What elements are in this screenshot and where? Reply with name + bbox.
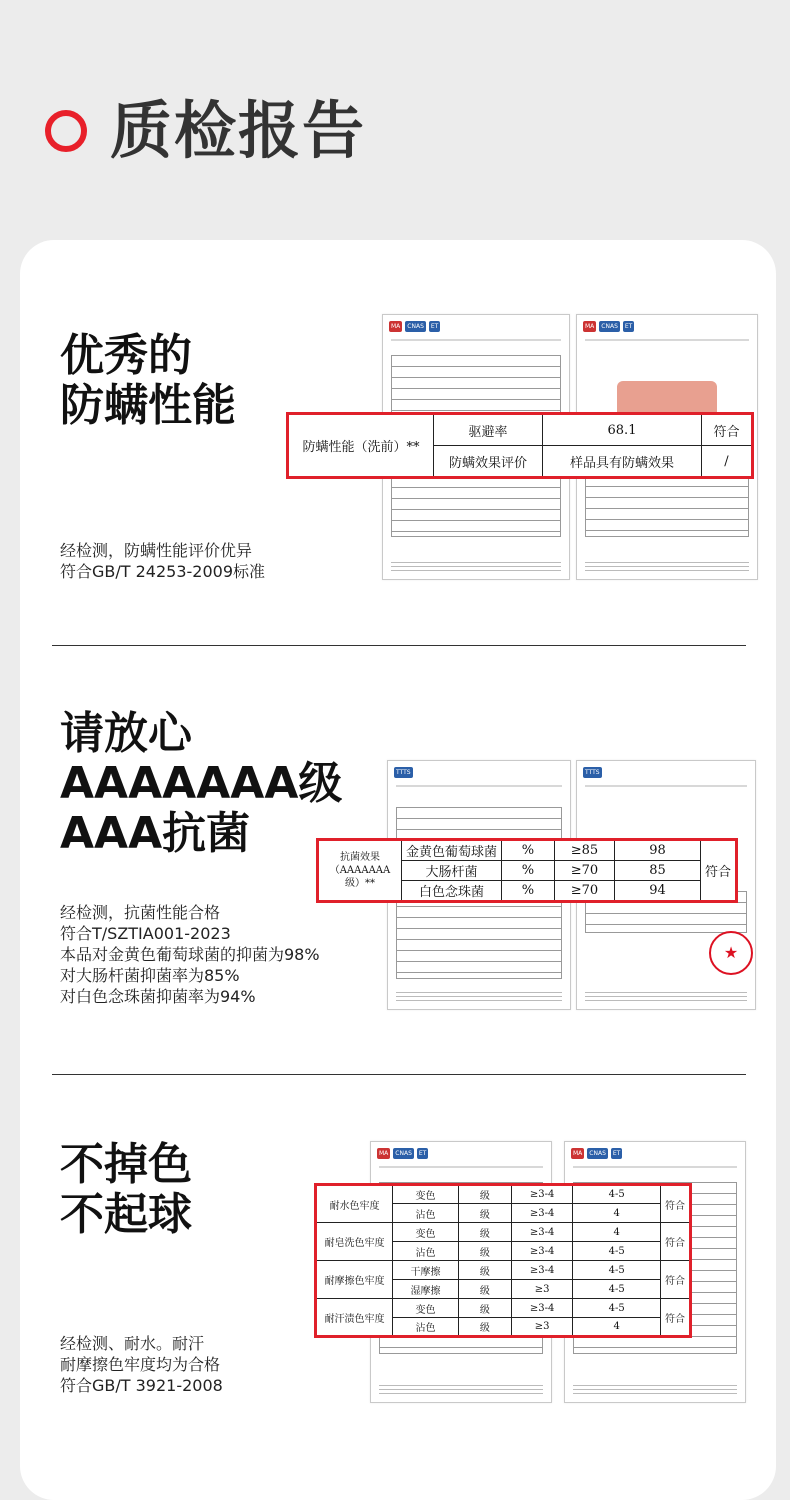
table-cell: 4-5 [573,1242,661,1261]
table-cell: 4-5 [573,1261,661,1280]
section-title-line2: 不起球 [60,1189,192,1240]
table-group-cell: 耐水色牢度 [316,1185,393,1223]
table-cell: 级 [458,1223,511,1242]
table-cell: 沾色 [393,1318,459,1337]
table-cell: 沾色 [393,1204,459,1223]
report-page-image: MA CNAS ET [370,1141,552,1403]
table-cell: % [501,881,554,902]
section-title-line2: AAAAAAA级 [60,758,343,809]
table-cell: 98 [615,840,701,861]
table-cell: 4 [573,1223,661,1242]
section-desc-line2: 符合T/SZTIA001-2023 [60,924,231,943]
section-desc-line5: 对白色念珠菌抑菌率为94% [60,987,256,1006]
table-cell: 级 [458,1280,511,1299]
table-cell: 符合 [702,414,753,446]
stamp-icon: ★ [709,931,753,975]
table-result-cell: 符合 [661,1261,691,1299]
table-cell: 级 [458,1185,511,1204]
table-result-cell: 符合 [661,1299,691,1337]
section-title-line1: 不掉色 [60,1139,192,1190]
table-cell: ≥3 [511,1280,573,1299]
table-cell: 湿摩擦 [393,1280,459,1299]
table-cell: ≥70 [554,861,614,881]
report-page-image: MA CNAS ET [564,1141,746,1403]
table-item-cell [318,840,402,902]
table-cell: ≥3-4 [511,1223,573,1242]
section-desc-line2: 符合GB/T 24253-2009标准 [60,562,266,581]
colorfastness-result-table [314,1183,692,1338]
table-cell: ≥3-4 [511,1242,573,1261]
section-title-line2: 防螨性能 [60,380,236,431]
section-desc-line3: 符合GB/T 3921-2008 [60,1376,223,1395]
table-cell: 级 [458,1242,511,1261]
table-cell: ≥70 [554,881,614,902]
page-title: 质检报告 [110,94,367,167]
table-cell: ≥3-4 [511,1204,573,1223]
report-page-image: TTTS ★ [576,760,756,1010]
table-cell: 4-5 [573,1185,661,1204]
table-cell: 4-5 [573,1299,661,1318]
table-cell: ≥85 [554,840,614,861]
table-cell: 变色 [393,1299,459,1318]
table-group-cell: 耐摩擦色牢度 [316,1261,393,1299]
table-cell: 级 [458,1299,511,1318]
table-group-cell: 耐皂洗色牢度 [316,1223,393,1261]
section-title-line1: 优秀的 [60,330,192,381]
table-item-line2: （AAAAAAA级）** [329,865,391,889]
table-cell: 变色 [393,1185,459,1204]
content-card [20,240,776,1500]
table-cell: ≥3-4 [511,1299,573,1318]
section-desc-line1: 经检测、耐水。耐汗 [60,1334,205,1353]
report-page-image: MA CNAS ET [576,314,758,580]
table-item-cell: 防螨性能（洗前）** [288,414,434,478]
table-cell: 白色念珠菌 [401,881,501,902]
antibacterial-result-table [316,838,738,903]
report-page-image: TTTS [387,760,571,1010]
table-cell: 样品具有防螨效果 [543,446,702,478]
section-desc-line2: 耐摩擦色牢度均为合格 [60,1355,221,1374]
table-cell: ≥3 [511,1318,573,1337]
table-cell: 4 [573,1204,661,1223]
section-anti-mite [20,240,776,640]
table-cell: 4-5 [573,1280,661,1299]
table-cell: % [501,840,554,861]
section-desc-line1: 经检测，抗菌性能合格 [60,903,221,922]
table-cell: 防螨效果评价 [434,446,543,478]
table-cell: 大肠杆菌 [401,861,501,881]
table-result-cell: 符合 [661,1185,691,1223]
table-cell: 驱避率 [434,414,543,446]
section-title-line1: 请放心 [60,708,192,759]
table-cell: 干摩擦 [393,1261,459,1280]
table-cell: 68.1 [543,414,702,446]
section-desc-line1: 经检测，防螨性能评价优异 [60,541,253,560]
report-page-image: MA CNAS ET [382,314,570,580]
table-cell: 变色 [393,1223,459,1242]
table-result-cell: 符合 [661,1223,691,1261]
table-item-line1: 抗菌效果 [339,852,380,863]
table-cell: 级 [458,1318,511,1337]
section-desc-line4: 对大肠杆菌抑菌率为85% [60,966,240,985]
table-cell: 4 [573,1318,661,1337]
header-ring-icon [45,110,87,152]
section-colorfastness [20,1075,776,1495]
table-cell: 级 [458,1204,511,1223]
section-desc-line3: 本品对金黄色葡萄球菌的抑菌为98% [60,945,320,964]
table-cell: 级 [458,1261,511,1280]
table-cell: 94 [615,881,701,902]
table-cell: 沾色 [393,1242,459,1261]
section-antibacterial [20,646,776,1074]
table-cell: / [702,446,753,478]
table-result-cell: 符合 [700,840,736,902]
anti-mite-result-table [286,412,754,479]
table-cell: ≥3-4 [511,1261,573,1280]
table-cell: ≥3-4 [511,1185,573,1204]
table-cell: % [501,861,554,881]
table-group-cell: 耐汗渍色牢度 [316,1299,393,1337]
section-title-line3: AAA抗菌 [60,808,251,859]
table-cell: 85 [615,861,701,881]
table-cell: 金黄色葡萄球菌 [401,840,501,861]
